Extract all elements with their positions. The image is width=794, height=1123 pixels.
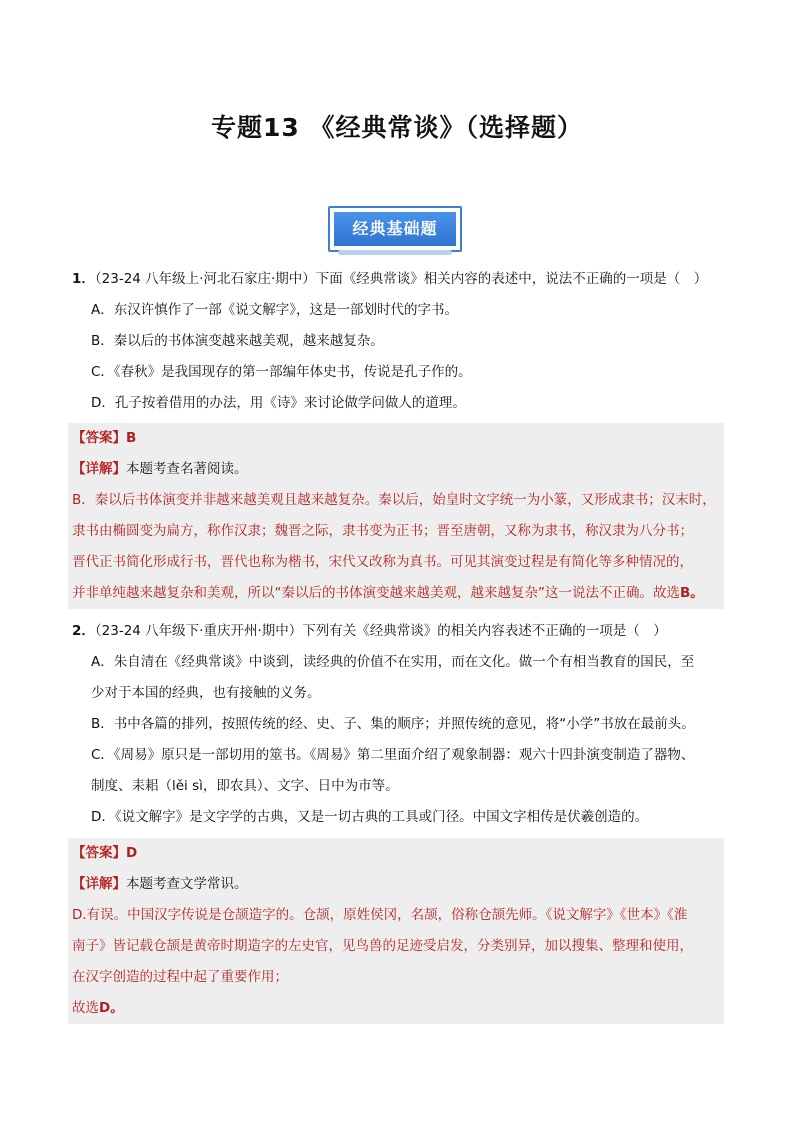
detail-label: 【详解】 <box>72 461 126 477</box>
answer-label: 【答案】 <box>72 430 126 446</box>
badge-shadow <box>338 250 452 255</box>
question-number: 1． <box>72 271 95 287</box>
final-answer: B。 <box>680 585 704 601</box>
answer-line <box>72 423 724 454</box>
question-text: （23-24 八年级下·重庆开州·期中）下列有关《经典常谈》的相关内容表述不正确的一项是（ ） <box>94 623 667 639</box>
option-c-cont: 制度、耒耜（lěi sì，即农具）、文字、日中为市等。 <box>91 778 399 794</box>
detail-line <box>72 454 724 485</box>
option-c: C．《春秋》是我国现存的第一部编年体史书，传说是孔子作的。 <box>91 364 472 380</box>
final-line <box>72 993 724 1024</box>
badge-label: 经典基础题 <box>334 212 456 246</box>
option-b: B．书中各篇的排列，按照传统的经、史、子、集的顺序；并照传统的意见，将“小学”书放在最前头。 <box>91 716 695 732</box>
option-a-cont: 少对于本国的经典，也有接触的义务。 <box>91 685 321 701</box>
option-b: B．秦以后的书体演变越来越美观，越来越复杂。 <box>91 333 384 349</box>
detail-text-line: 晋代正书简化形成行书，晋代也称为楷书，宋代又改称为真书。可见其演变过程是有简化等多种情况的， <box>72 554 693 570</box>
section-badge <box>328 206 466 256</box>
page-title: 专题13 《经典常谈》（选择题） <box>211 113 583 142</box>
detail-label: 【详解】 <box>72 876 126 892</box>
detail-text-line: B．秦以后书体演变并非越来越美观且越来越复杂。秦以后，始皇时文字统一为小篆，又形成隶书；汉末时， <box>72 492 716 508</box>
detail-text-line: 并非单纯越来越复杂和美观，所以“秦以后的书体演变越来越美观，越来越复杂”这一说法不正确。故选B。 <box>72 585 704 601</box>
answer-value: B <box>126 430 137 446</box>
option-a: A．东汉许慎作了一部《说文解字》，这是一部划时代的字书。 <box>91 302 458 318</box>
detail-text-line: D.有误。中国汉字传说是仓颉造字的。仓颉，原姓侯冈，名颉，俗称仓颉先师。《说文解字》《世本》《淮 <box>72 907 688 923</box>
detail-text-line: 南子》皆记载仓颉是黄帝时期造字的左史官，见鸟兽的足迹受启发，分类别异，加以搜集、整理和使用， <box>72 938 693 954</box>
answer-label: 【答案】 <box>72 845 126 861</box>
option-a: A．朱自清在《经典常谈》中谈到，读经典的价值不在实用，而在文化。做一个有相当教育的国民，至 <box>91 654 695 670</box>
question-stem <box>72 264 724 295</box>
option-c: C．《周易》原只是一部切用的筮书。《周易》第二里面介绍了观象制器：观六十四卦演变制造了器物、 <box>91 747 695 763</box>
question-number: 2． <box>72 623 95 639</box>
answer-value: D <box>126 845 138 861</box>
detail-text-line: 在汉字创造的过程中起了重要作用； <box>72 969 288 985</box>
detail-text-line: 隶书由椭圆变为扁方，称作汉隶；魏晋之际，隶书变为正书；晋至唐朝，又称为隶书，称汉隶为八分书； <box>72 523 693 539</box>
answer-block-1 <box>68 423 724 609</box>
question-text: （23-24 八年级上·河北石家庄·期中）下面《经典常谈》相关内容的表述中，说法不正确的一项是（ ） <box>94 271 708 287</box>
option-d: D．孔子按着借用的办法，用《诗》来讨论做学问做人的道理。 <box>91 395 466 411</box>
question-stem <box>72 616 724 647</box>
detail-intro: 本题考查名著阅读。 <box>126 461 248 477</box>
detail-line <box>72 869 724 900</box>
option-d: D．《说文解字》是文字学的古典，又是一切古典的工具或门径。中国文字相传是伏羲创造的。 <box>91 809 649 825</box>
answer-line <box>72 838 724 869</box>
detail-intro: 本题考查文学常识。 <box>126 876 248 892</box>
question-1 <box>72 264 724 419</box>
question-2 <box>72 616 724 833</box>
final-answer: D。 <box>99 1000 124 1016</box>
answer-block-2 <box>68 838 724 1024</box>
final-prefix: 故选 <box>72 1000 99 1016</box>
